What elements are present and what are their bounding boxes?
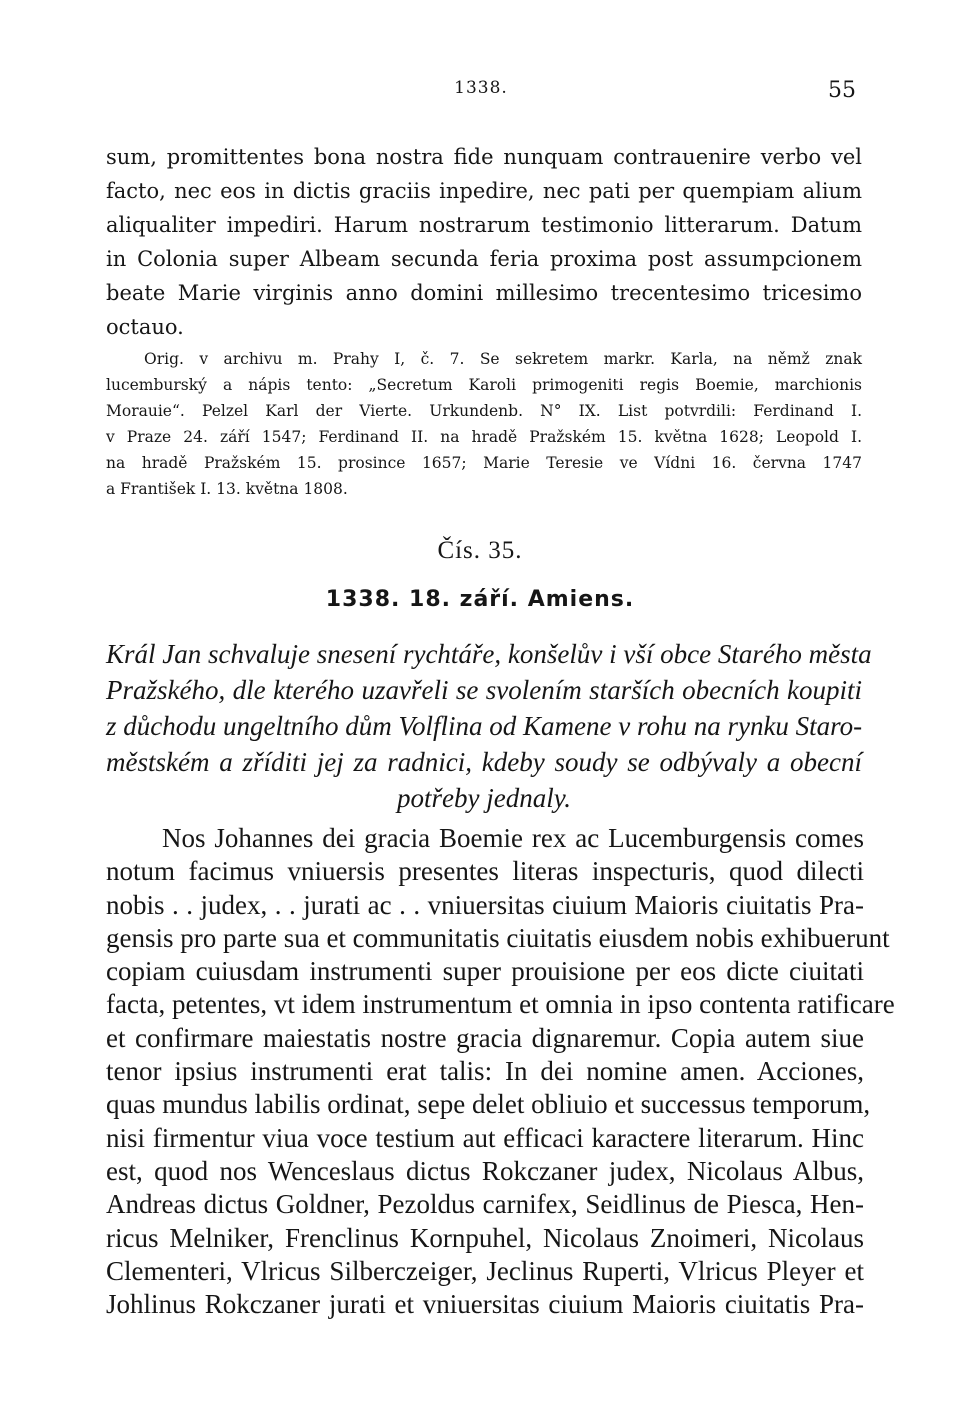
page-number: 55 (828, 78, 856, 103)
document-title: 1338. 18. září. Amiens. (325, 587, 635, 612)
regest-line: z důchodu ungeltního dům Volflina od Kamene v rohu na rynku Staro- (106, 711, 863, 741)
text-line: aliqualiter impediri. Harum nostrarum testimonio litterarum. Datum (106, 213, 862, 237)
text-line: in Colonia super Albeam secunda feria proxima post assumpcionem (106, 247, 862, 271)
charter-line: Nos Johannes dei gracia Boemie rex ac Lucemburgensis comes (162, 823, 864, 853)
regest-line: potřeby jednaly. (397, 783, 571, 813)
charter-line: tenor ipsius instrumenti erat talis: In dei nomine amen. Acciones, (106, 1056, 864, 1087)
charter-line: Andreas dictus Goldner, Pezoldus carnifex, Seidlinus de Piesca, Hen- (106, 1189, 864, 1220)
charter-line: est, quod nos Wenceslaus dictus Rokczaner judex, Nicolaus Albus, (106, 1155, 864, 1186)
text-line: beate Marie virginis anno domini millesimo trecentesimo tricesimo (106, 281, 862, 305)
running-year: 1338. (454, 78, 508, 98)
source-note (106, 346, 862, 502)
note-line: Orig. v archivu m. Prahy I, č. 7. Se sekretem markr. Karla, na němž znak (144, 350, 862, 368)
note-line: a František I. 13. května 1808. (106, 480, 348, 498)
note-line: v Praze 24. září 1547; Ferdinand II. na hradě Pražském 15. května 1628; Leopold I. (106, 428, 862, 446)
note-line: lucemburský a nápis tento: „Secretum Karoli primogeniti regis Boemie, marchionis (106, 376, 862, 394)
charter-line: quas mundus labilis ordinat, sepe delet obliuio et successus temporum, (106, 1089, 871, 1120)
charter-text (106, 822, 895, 1321)
document-number: Čís. 35. (437, 537, 523, 564)
charter-line: facta, petentes, vt idem instrumentum et omnia in ipso contenta ratificare (106, 989, 895, 1020)
running-header (106, 78, 856, 108)
regest-line: městském a zříditi jej za radnici, kdeby soudy se odbývaly a obecní (106, 747, 862, 777)
charter-line: notum facimus vniuersis presentes literas inspecturis, quod dilecti (106, 856, 864, 887)
continued-charter-text (106, 140, 862, 344)
charter-line: nisi firmentur viua voce testium aut efficaci karactere literarum. Hinc (106, 1122, 864, 1153)
regest-line: Pražského, dle kterého uzavřeli se svolením starších obecních koupiti (106, 675, 862, 705)
charter-line: et confirmare maiestatis nostre gracia dignaremur. Copia autem siue (106, 1022, 864, 1053)
charter-line: gensis pro parte sua et communitatis ciuitatis eiusdem nobis exhibuerunt (106, 922, 890, 953)
charter-line: copiam cuiusdam instrumenti super prouisione per eos dicte ciuitati (106, 956, 864, 987)
charter-line: Clementeri, Vlricus Silberczeiger, Jeclinus Ruperti, Vlricus Pleyer et (106, 1255, 864, 1286)
charter-line: ricus Melniker, Frenclinus Kornpuhel, Nicolaus Znoimeri, Nicolaus (106, 1222, 864, 1253)
note-line: Morauie“. Pelzel Karl der Vierte. Urkundenb. N° IX. List potvrdili: Ferdinand I. (106, 402, 862, 420)
text-line: sum, promittentes bona nostra fide nunquam contrauenire verbo vel (106, 145, 862, 169)
text-line: octauo. (106, 315, 184, 339)
charter-line: Johlinus Rokczaner jurati et vniuersitas ciuium Maioris ciuitatis Pra- (106, 1289, 864, 1320)
regest-line: Král Jan schvaluje snesení rychtáře, konšelův i vší obce Starého města (106, 639, 872, 669)
note-line: na hradě Pražském 15. prosince 1657; Marie Teresie ve Vídni 16. června 1747 (106, 454, 862, 472)
charter-line: nobis . . judex, . . jurati ac . . vniuersitas ciuium Maioris ciuitatis Pra- (106, 889, 864, 920)
regest-summary (106, 636, 872, 816)
text-line: facto, nec eos in dictis graciis inpedire, nec pati per quempiam alium (106, 179, 862, 203)
